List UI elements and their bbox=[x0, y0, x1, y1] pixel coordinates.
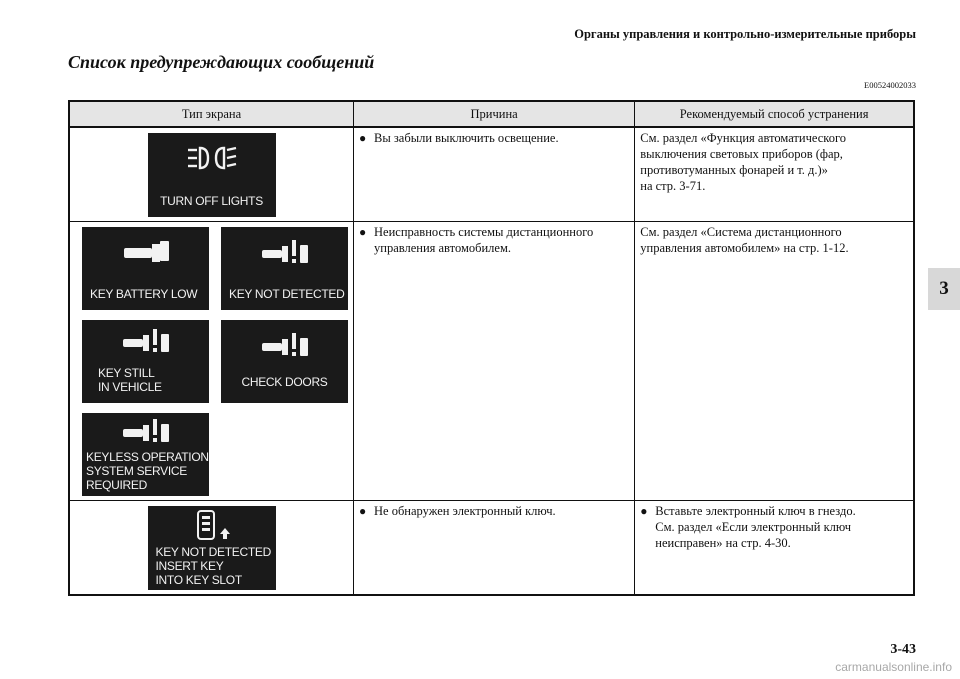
remedy-cell: См. раздел «Функция автоматического выключения световых приборов (фар, противотуманных фонарей и т. д.)» на стр. 3-71. bbox=[635, 127, 914, 222]
display-screen bbox=[82, 227, 209, 310]
headlight-off-icon bbox=[186, 145, 238, 171]
remedy-cell: ● Вставьте электронный ключ в гнездо. См. раздел «Если электронный ключ неисправен» на стр. 4-30. bbox=[635, 501, 914, 596]
display-screen bbox=[221, 320, 348, 403]
warning-messages-table bbox=[68, 100, 915, 596]
cause-cell: ● Неисправность системы дистанционного управления автомобилем. bbox=[354, 222, 635, 501]
cause-cell: ● Не обнаружен электронный ключ. bbox=[354, 501, 635, 596]
chapter-tab[interactable]: 3 bbox=[928, 268, 960, 310]
screen-message: KEYLESS OPERATION SYSTEM SERVICE REQUIRED bbox=[86, 450, 209, 492]
table-row bbox=[69, 222, 914, 501]
key-insert-icon bbox=[192, 510, 232, 542]
screen-message: KEY NOT DETECTED INSERT KEY INTO KEY SLOT bbox=[155, 545, 271, 587]
key-battery-icon bbox=[121, 239, 171, 263]
key-warning-icon bbox=[121, 418, 171, 444]
screen-cell bbox=[69, 127, 354, 222]
key-warning-icon bbox=[121, 328, 171, 354]
cause-cell: ● Вы забыли выключить освещение. bbox=[354, 127, 635, 222]
bullet-icon: ● bbox=[640, 504, 648, 518]
bullet-icon: ● bbox=[359, 131, 367, 145]
key-warning-icon bbox=[260, 332, 310, 358]
screen-cell bbox=[69, 501, 354, 596]
screen-message: KEY BATTERY LOW bbox=[90, 287, 198, 301]
header-remedy: Рекомендуемый способ устранения bbox=[635, 101, 914, 127]
display-screen bbox=[148, 506, 276, 590]
display-screen bbox=[148, 133, 276, 217]
table-header-row bbox=[69, 101, 914, 127]
running-header: Органы управления и контрольно-измерительные приборы bbox=[574, 27, 916, 41]
document-code: E00524002033 bbox=[864, 80, 916, 90]
screen-message: CHECK DOORS bbox=[241, 375, 328, 389]
page-number: 3-43 bbox=[890, 642, 916, 657]
display-screen bbox=[221, 227, 348, 310]
table-row bbox=[69, 127, 914, 222]
header-screen-type: Тип экрана bbox=[69, 101, 354, 127]
screen-cell bbox=[69, 222, 354, 501]
table-row bbox=[69, 501, 914, 596]
display-screen bbox=[82, 413, 209, 496]
bullet-icon: ● bbox=[359, 225, 367, 239]
remedy-cell: См. раздел «Система дистанционного управления автомобилем» на стр. 1-12. bbox=[635, 222, 914, 501]
page-title: Список предупреждающих сообщений bbox=[68, 52, 375, 72]
bullet-icon: ● bbox=[359, 504, 367, 518]
screen-message: TURN OFF LIGHTS bbox=[160, 194, 263, 208]
screen-message: KEY NOT DETECTED bbox=[229, 287, 345, 301]
key-warning-icon bbox=[260, 239, 310, 265]
display-screen bbox=[82, 320, 209, 403]
header-cause: Причина bbox=[354, 101, 635, 127]
screen-message: KEY STILL IN VEHICLE bbox=[98, 366, 162, 394]
watermark[interactable]: carmanualsonline.info bbox=[835, 660, 952, 674]
